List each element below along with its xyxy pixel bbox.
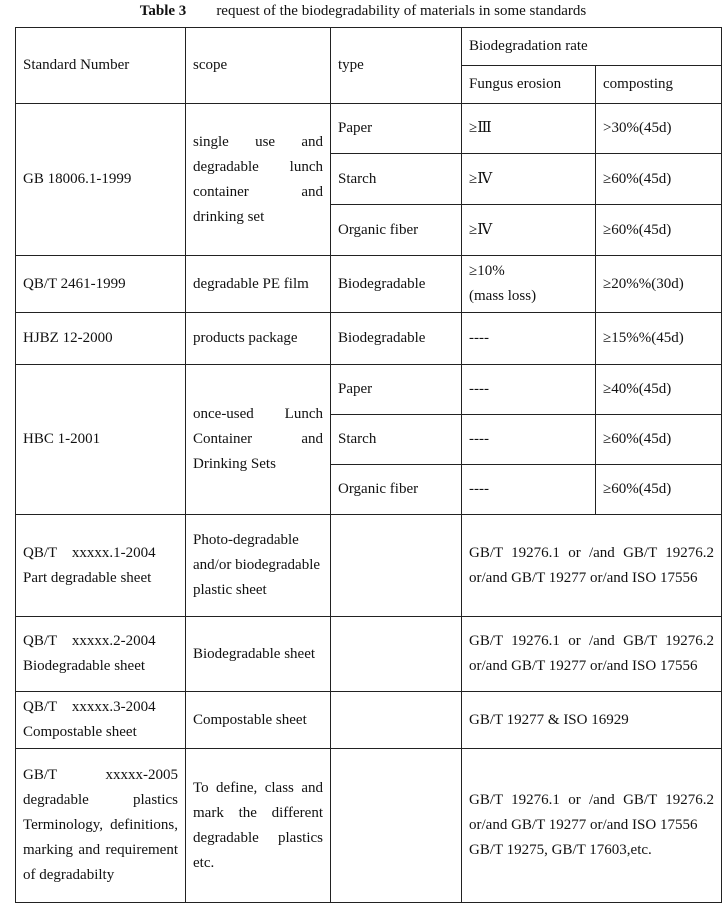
fungus-cell: ≥Ⅳ	[462, 205, 596, 256]
type-cell: Starch	[331, 154, 462, 205]
type-cell: Paper	[331, 365, 462, 415]
composting-cell: >30%(45d)	[596, 104, 722, 154]
fungus-cell: ----	[462, 313, 596, 365]
composting-cell: ≥15%%(45d)	[596, 313, 722, 365]
type-cell: Paper	[331, 104, 462, 154]
type-cell: Biodegradable	[331, 313, 462, 365]
table-caption	[0, 0, 726, 26]
table-row	[16, 313, 722, 365]
fungus-cell: ----	[462, 415, 596, 465]
scope-cell: Photo-degradable and/or biodegradable plastic sheet	[186, 515, 331, 617]
fungus-line: ≥10%	[469, 263, 505, 279]
standard-line: Part degradable sheet	[23, 569, 152, 586]
scope-cell: products package	[186, 313, 331, 365]
type-cell-empty	[331, 515, 462, 617]
standard-cell: HBC 1-2001	[16, 365, 186, 515]
table-row	[16, 256, 722, 313]
standard-cell	[16, 515, 186, 617]
table-row	[16, 692, 722, 749]
scope-cell: Compostable sheet	[186, 692, 331, 749]
standard-line: Compostable sheet	[23, 724, 137, 740]
fungus-cell: ----	[462, 365, 596, 415]
rate-cell: GB/T 19276.1 or /and GB/T 19276.2 or/and GB/T 19277 or/and ISO 17556	[462, 617, 722, 692]
header-type: type	[331, 28, 462, 104]
rate-cell: GB/T 19277 & ISO 16929	[462, 692, 722, 749]
type-cell: Organic fiber	[331, 465, 462, 515]
type-cell-empty	[331, 749, 462, 903]
scope-cell: once-used Lunch Container and Drinking Sets	[186, 365, 331, 515]
fungus-line: (mass loss)	[469, 288, 537, 304]
fungus-cell: ≥Ⅳ	[462, 154, 596, 205]
standard-cell: QB/T 2461-1999	[16, 256, 186, 313]
header-scope: scope	[186, 28, 331, 104]
standard-line: QB/T xxxxx.1-2004	[23, 544, 156, 561]
standard-cell: GB 18006.1-1999	[16, 104, 186, 256]
rate-cell: GB/T 19276.1 or /and GB/T 19276.2 or/and GB/T 19277 or/and ISO 17556	[462, 515, 722, 617]
standard-cell: GB/T xxxxx-2005 degradable plastics Terminology, definitions, marking and requirement of degradabilty	[16, 749, 186, 903]
rate-cell	[462, 749, 722, 903]
header-biodegradation-rate: Biodegradation rate	[462, 28, 722, 66]
table-row	[16, 617, 722, 692]
standard-cell	[16, 692, 186, 749]
type-cell: Biodegradable	[331, 256, 462, 313]
scope-cell: To define, class and mark the different degradable plastics etc.	[186, 749, 331, 903]
rate-line: GB/T 19276.1 or /and GB/T 19276.2 or/and GB/T 19277 or/and ISO 17556	[469, 792, 714, 833]
standard-line: QB/T xxxxx.3-2004	[23, 699, 156, 715]
type-cell: Organic fiber	[331, 205, 462, 256]
scope-cell: Biodegradable sheet	[186, 617, 331, 692]
composting-cell: ≥60%(45d)	[596, 154, 722, 205]
fungus-cell: ----	[462, 465, 596, 515]
fungus-cell	[462, 256, 596, 313]
standards-table	[15, 27, 722, 903]
type-cell-empty	[331, 692, 462, 749]
table-row	[16, 515, 722, 617]
table-row	[16, 365, 722, 415]
standard-cell	[16, 617, 186, 692]
table-title: request of the biodegradability of materials in some standards	[216, 3, 587, 19]
table-row	[16, 104, 722, 154]
scope-cell: degradable PE film	[186, 256, 331, 313]
composting-cell: ≥60%(45d)	[596, 205, 722, 256]
rate-line: GB/T 19275, GB/T 17603,etc.	[469, 842, 652, 858]
header-fungus-erosion: Fungus erosion	[462, 66, 596, 104]
composting-cell: ≥60%(45d)	[596, 415, 722, 465]
composting-cell: ≥20%%(30d)	[596, 256, 722, 313]
scope-cell: single use and degradable lunch container and drinking set	[186, 104, 331, 256]
header-standard-number: Standard Number	[16, 28, 186, 104]
table-row	[16, 749, 722, 903]
standard-line: QB/T xxxxx.2-2004	[23, 633, 156, 649]
standard-cell: HJBZ 12-2000	[16, 313, 186, 365]
type-cell-empty	[331, 617, 462, 692]
fungus-cell: ≥Ⅲ	[462, 104, 596, 154]
composting-cell: ≥60%(45d)	[596, 465, 722, 515]
table-number: Table 3	[139, 3, 187, 19]
type-cell: Starch	[331, 415, 462, 465]
composting-cell: ≥40%(45d)	[596, 365, 722, 415]
header-composting: composting	[596, 66, 722, 104]
standard-line: Biodegradable sheet	[23, 658, 146, 674]
